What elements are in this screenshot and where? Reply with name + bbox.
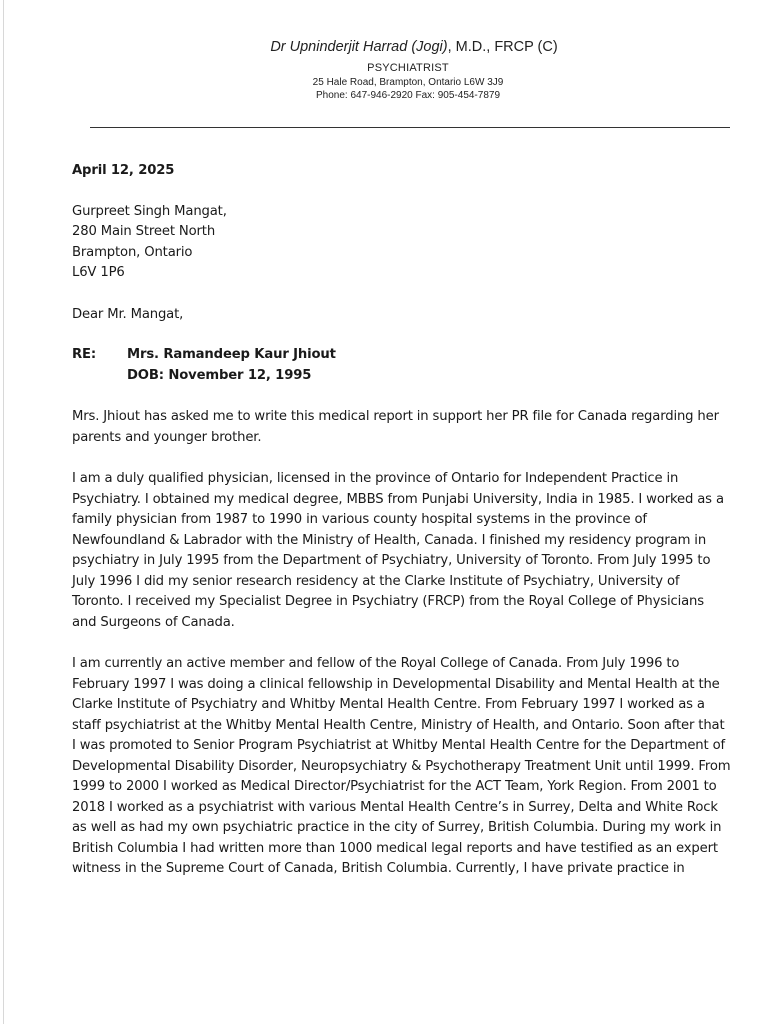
letter-date: April 12, 2025	[72, 163, 175, 178]
recipient-postal: L6V 1P6	[72, 265, 125, 280]
paragraph-qualifications: I am a duly qualified physician, licensed in the province of Ontario for Independent Practice in Psychiatry. I obtained my medical degree, MBBS from Punjabi University, India in 1985. I worked as a family physician from 1987 to 1990 in various county hospital systems in the province of Newfoundland & Labrador with the Ministry of Health, Canada. I finished my residency program in psychiatry in July 1995 from the Department of Psychiatry, University of Toronto. From July 1995 to July 1996 I did my senior research residency at the Clarke Institute of Psychiatry, University of Toronto. I received my Specialist Degree in Psychiatry (FRCP) from the Royal College of Physicians and Surgeons of Canada.	[72, 471, 724, 630]
letterhead-divider	[90, 127, 730, 128]
re-dob: DOB: November 12, 1995	[127, 367, 312, 383]
re-block	[72, 345, 732, 386]
recipient-street: 280 Main Street North	[72, 224, 216, 239]
clinic-phone: Phone: 647-946-2920 Fax: 905-454-7879	[315, 90, 501, 101]
page-edge	[3, 0, 4, 1024]
letterhead	[0, 38, 768, 102]
paragraph-purpose: Mrs. Jhiout has asked me to write this medical report in support her PR file for Canada regarding her parents and younger brother.	[72, 409, 719, 445]
physician-role: PSYCHIATRIST	[367, 62, 449, 74]
re-subject: Mrs. Ramandeep Kaur Jhiout	[127, 347, 336, 362]
clinic-address: 25 Hale Road, Brampton, Ontario L6W 3J9	[312, 77, 504, 88]
salutation: Dear Mr. Mangat,	[72, 306, 184, 322]
recipient-city: Brampton, Ontario	[72, 244, 193, 260]
physician-credentials: , M.D., FRCP (C)	[447, 39, 558, 55]
recipient-name: Gurpreet Singh Mangat,	[72, 203, 227, 219]
paragraph-experience: I am currently an active member and fellow of the Royal College of Canada. From July 1996 to February 1997 I was doing a clinical fellowship in Developmental Disability and Mental Health at the Clarke Institute of Psychiatry and Whitby Mental Health Centre. From February 1997 I worked as a staff psychiatrist at the Whitby Mental Health Centre, Ministry of Health, and Ontario. Soon after that I was promoted to Senior Program Psychiatrist at Whitby Mental Health Centre for the Department of Developmental Disability Disorder, Neuropsychiatry & Psychotherapy Treatment Unit until 1999. From 1999 to 2000 I worked as Medical Director/Psychiatrist for the ACT Team, York Region. From 2001 to 2018 I worked as a psychiatrist with various Mental Health Centre’s in Surrey, Delta and White Rock as well as had my own psychiatric practice in the city of Surrey, British Columbia. During my work in British Columbia I had written more than 1000 medical legal reports and have testified as an expert witness in the Supreme Court of Canada, British Columbia. Currently, I have private practice in	[72, 656, 731, 876]
recipient-address	[72, 202, 732, 284]
physician-name	[60, 38, 768, 56]
physician-name-italic: Dr Upninderjit Harrad (Jogi)	[270, 39, 448, 55]
letter-body	[72, 161, 732, 880]
re-label: RE:	[72, 347, 96, 362]
